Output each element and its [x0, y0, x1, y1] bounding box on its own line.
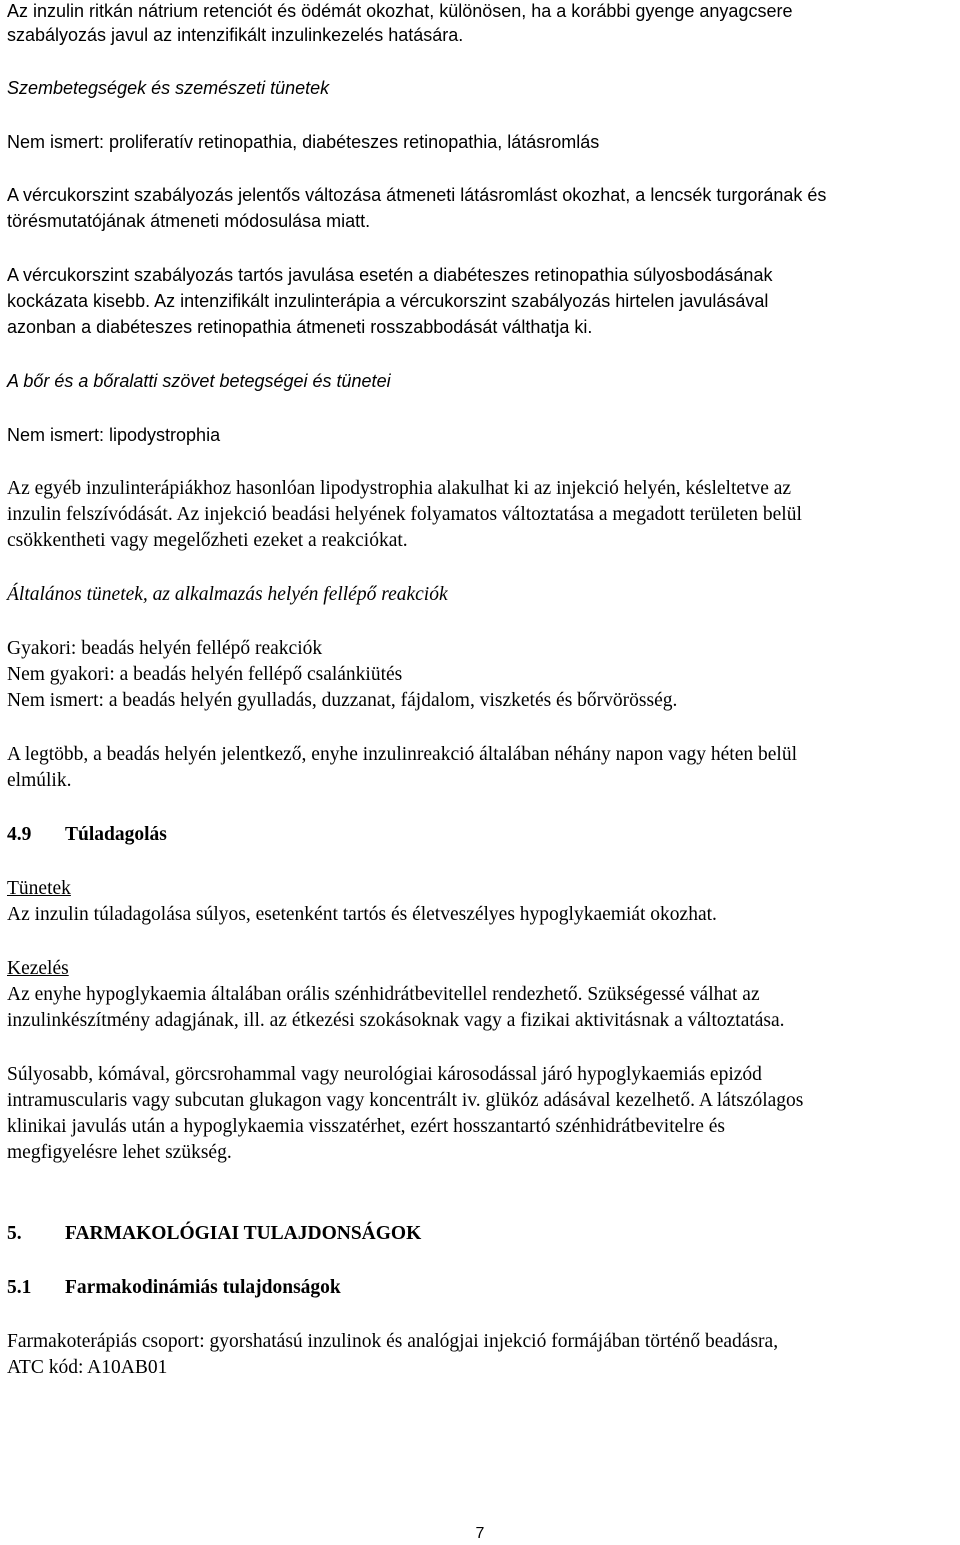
general-list-item-2: Nem gyakori: a beadás helyén fellépő csalánkiütés — [7, 664, 403, 685]
eye-para1-line-2: törésmutatójának átmeneti módosulása miatt. — [7, 211, 371, 231]
treatment-label: Kezelés — [7, 958, 69, 979]
treatment-para1-line-1: Az enyhe hypoglykaemia általában orális szénhidrátbevitellel rendezhető. Szükségessé válhat az — [7, 984, 760, 1005]
section-title: Túladagolás — [65, 824, 167, 845]
skin-section-heading: A bőr és a bőralatti szövet betegségei és tünetei — [7, 371, 391, 391]
section-number: 4.9 — [7, 824, 32, 845]
section-title: FARMAKOLÓGIAI TULAJDONSÁGOK — [65, 1223, 422, 1244]
eye-para2-line-1: A vércukorszint szabályozás tartós javulása esetén a diabéteszes retinopathia súlyosbodásának — [7, 265, 773, 285]
section-heading-pharmacology — [7, 1221, 421, 1247]
skin-para-line-2: inzulin felszívódását. Az injekció beadási helyének folyamatos változtatása a megadott területen belül — [7, 504, 802, 525]
general-list-item-1: Gyakori: beadás helyén fellépő reakciók — [7, 638, 323, 659]
treatment-para2-line-1: Súlyosabb, kómával, görcsrohammal vagy neurológiai károsodással járó hypoglykaemiás epizód — [7, 1064, 762, 1085]
skin-unknown-line: Nem ismert: lipodystrophia — [7, 425, 221, 445]
skin-para-line-3: csökkentheti vagy megelőzheti ezeket a reakciókat. — [7, 530, 408, 551]
treatment-para2-line-3: klinikai javulás után a hypoglykaemia visszatérhet, ezért hosszantartó szénhidrátbevitelre és — [7, 1116, 725, 1137]
page-number: 7 — [475, 1525, 485, 1542]
section-heading-overdose — [7, 822, 167, 848]
general-section-heading: Általános tünetek, az alkalmazás helyén fellépő reakciók — [7, 584, 448, 605]
intro-line-2: szabályozás javul az intenzifikált inzulinkezelés hatására. — [7, 25, 464, 45]
intro-line-1: Az inzulin ritkán nátrium retenciót és ödémát okozhat, különösen, ha a korábbi gyenge anyagcsere — [7, 1, 793, 21]
skin-para-line-1: Az egyéb inzulinterápiákhoz hasonlóan lipodystrophia alakulhat ki az injekció helyén, késleltetve az — [7, 478, 792, 499]
eye-para2-line-3: azonban a diabéteszes retinopathia átmeneti rosszabbodását válthatja ki. — [7, 317, 593, 337]
treatment-para1-line-2: inzulinkészítmény adagjának, ill. az étkezési szokásoknak vagy a fizikai aktivitásnak a változtatása. — [7, 1010, 785, 1031]
section-number: 5. — [7, 1223, 22, 1244]
section-title: Farmakodinámiás tulajdonságok — [65, 1277, 341, 1298]
treatment-para2-line-2: intramuscularis vagy subcutan glukagon vagy koncentrált iv. glükóz adásával kezelhető. A látszólagos — [7, 1090, 804, 1111]
general-para-line-2: elmúlik. — [7, 770, 72, 791]
section-number: 5.1 — [7, 1277, 32, 1298]
section-heading-pharmacodynamics — [7, 1275, 341, 1301]
eye-unknown-line: Nem ismert: proliferatív retinopathia, diabéteszes retinopathia, látásromlás — [7, 132, 600, 152]
treatment-para2-line-4: megfigyelésre lehet szükség. — [7, 1142, 232, 1163]
pd-para-line-1: Farmakoterápiás csoport: gyorshatású inzulinok és analógjai injekció formájában történő beadásra, — [7, 1331, 779, 1352]
eye-section-heading: Szembetegségek és szemészeti tünetek — [7, 78, 330, 98]
symptoms-label: Tünetek — [7, 878, 71, 899]
eye-para2-line-2: kockázata kisebb. Az intenzifikált inzulinterápia a vércukorszint szabályozás hirtelen javulásával — [7, 291, 769, 311]
eye-para1-line-1: A vércukorszint szabályozás jelentős változása átmeneti látásromlást okozhat, a lencsék turgorának és — [7, 185, 827, 205]
general-para-line-1: A legtöbb, a beadás helyén jelentkező, enyhe inzulinreakció általában néhány napon vagy héten belül — [7, 744, 797, 765]
symptoms-text: Az inzulin túladagolása súlyos, esetenként tartós és életveszélyes hypoglykaemiát okozhat. — [7, 904, 717, 925]
general-list-item-3: Nem ismert: a beadás helyén gyulladás, duzzanat, fájdalom, viszketés és bőrvörösség. — [7, 690, 678, 711]
pd-para-line-2: ATC kód: A10AB01 — [7, 1357, 168, 1378]
